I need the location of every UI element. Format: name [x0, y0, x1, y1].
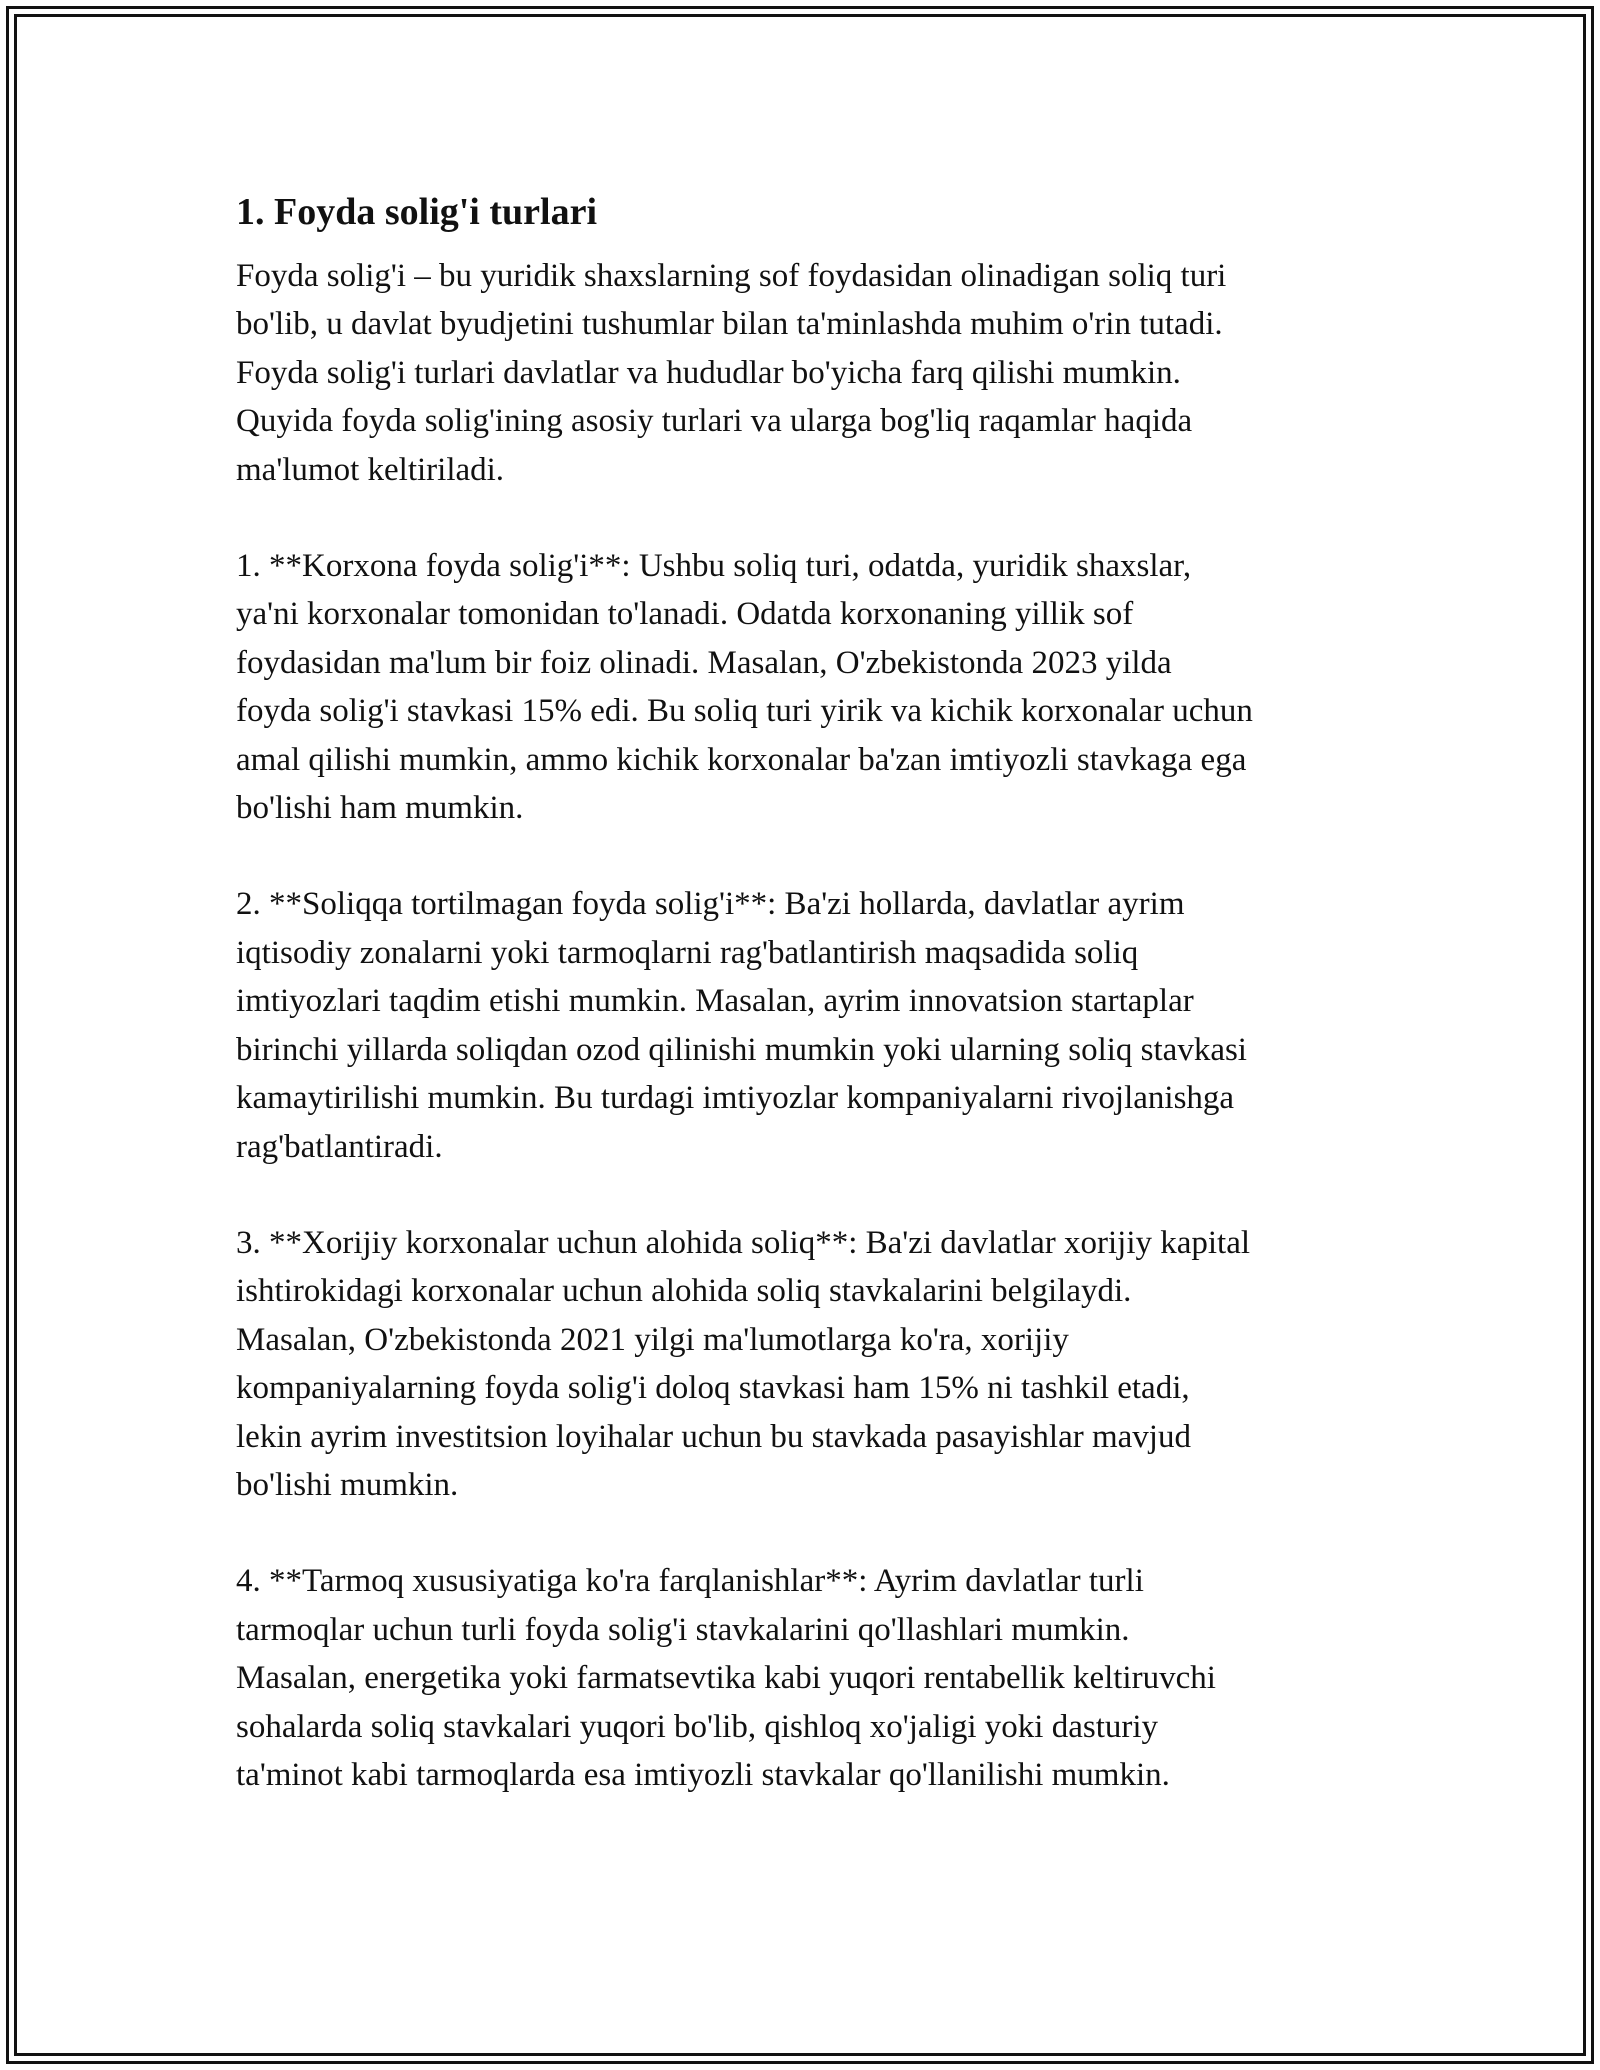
document-title: 1. Foyda solig'i turlari	[236, 191, 597, 233]
intro-paragraph: Foyda solig'i – bu yuridik shaxslarning sof foydasidan olinadigan soliq turi bo'lib, u davlat byudjetini tushumlar bilan ta'minlashda muhim o'rin tutadi. Foyda solig'i turlari davlatlar va hududlar bo'yicha farq qilishi mumkin. Quyida foyda solig'ining asosiy turlari va ularga bog'liq raqamlar haqida ma'lumot keltiriladi.	[236, 258, 1227, 488]
paragraph-corporate-profit-tax: 1. **Korxona foyda solig'i**: Ushbu soliq turi, odatda, yuridik shaxslar, ya'ni korxonalar tomonidan to'lanadi. Odatda korxonaning yillik sof foydasidan ma'lum bir foiz olinadi. Masalan, O'zbekistonda 2023 yilda foyda solig'i stavkasi 15% edi. Bu soliq turi yirik va kichik korxonalar uchun amal qilishi mumkin, ammo kichik korxonalar ba'zan imtiyozli stavkaga ega bo'lishi ham mumkin.	[236, 548, 1253, 827]
paragraph-sector-differences: 4. **Tarmoq xususiyatiga ko'ra farqlanishlar**: Ayrim davlatlar turli tarmoqlar uchun turli foyda solig'i stavkalarini qo'llashlari mumkin. Masalan, energetika yoki farmatsevtika kabi yuqori rentabellik keltiruvchi sohalarda soliq stavkalari yuqori bo'lib, qishloq xo'jaligi yoki dasturiy ta'minot kabi tarmoqlarda esa imtiyozli stavkalar qo'llanilishi mumkin.	[236, 1563, 1216, 1793]
paragraph-foreign-enterprise-tax: 3. **Xorijiy korxonalar uchun alohida soliq**: Ba'zi davlatlar xorijiy kapital ishtirokidagi korxonalar uchun alohida soliq stavkalarini belgilaydi. Masalan, O'zbekistonda 2021 yilgi ma'lumotlarga ko'ra, xorijiy kompaniyalarning foyda solig'i doloq stavkasi ham 15% ni tashkil etadi, lekin ayrim investitsion loyihalar uchun bu stavkada pasayishlar mavjud bo'lishi mumkin.	[236, 1224, 1251, 1503]
paragraph-untaxed-profit-tax: 2. **Soliqqa tortilmagan foyda solig'i**: Ba'zi hollarda, davlatlar ayrim iqtisodiy zonalarni yoki tarmoqlarni rag'batlantirish maqsadida soliq imtiyozlari taqdim etishi mumkin. Masalan, ayrim innovatsion startaplar birinchi yillarda soliqdan ozod qilinishi mumkin yoki ularning soliq stavkasi kamaytirilishi mumkin. Bu turdagi imtiyozlar kompaniyalarni rivojlanishga rag'batlantiradi.	[236, 886, 1247, 1165]
document-body	[236, 186, 1386, 1847]
